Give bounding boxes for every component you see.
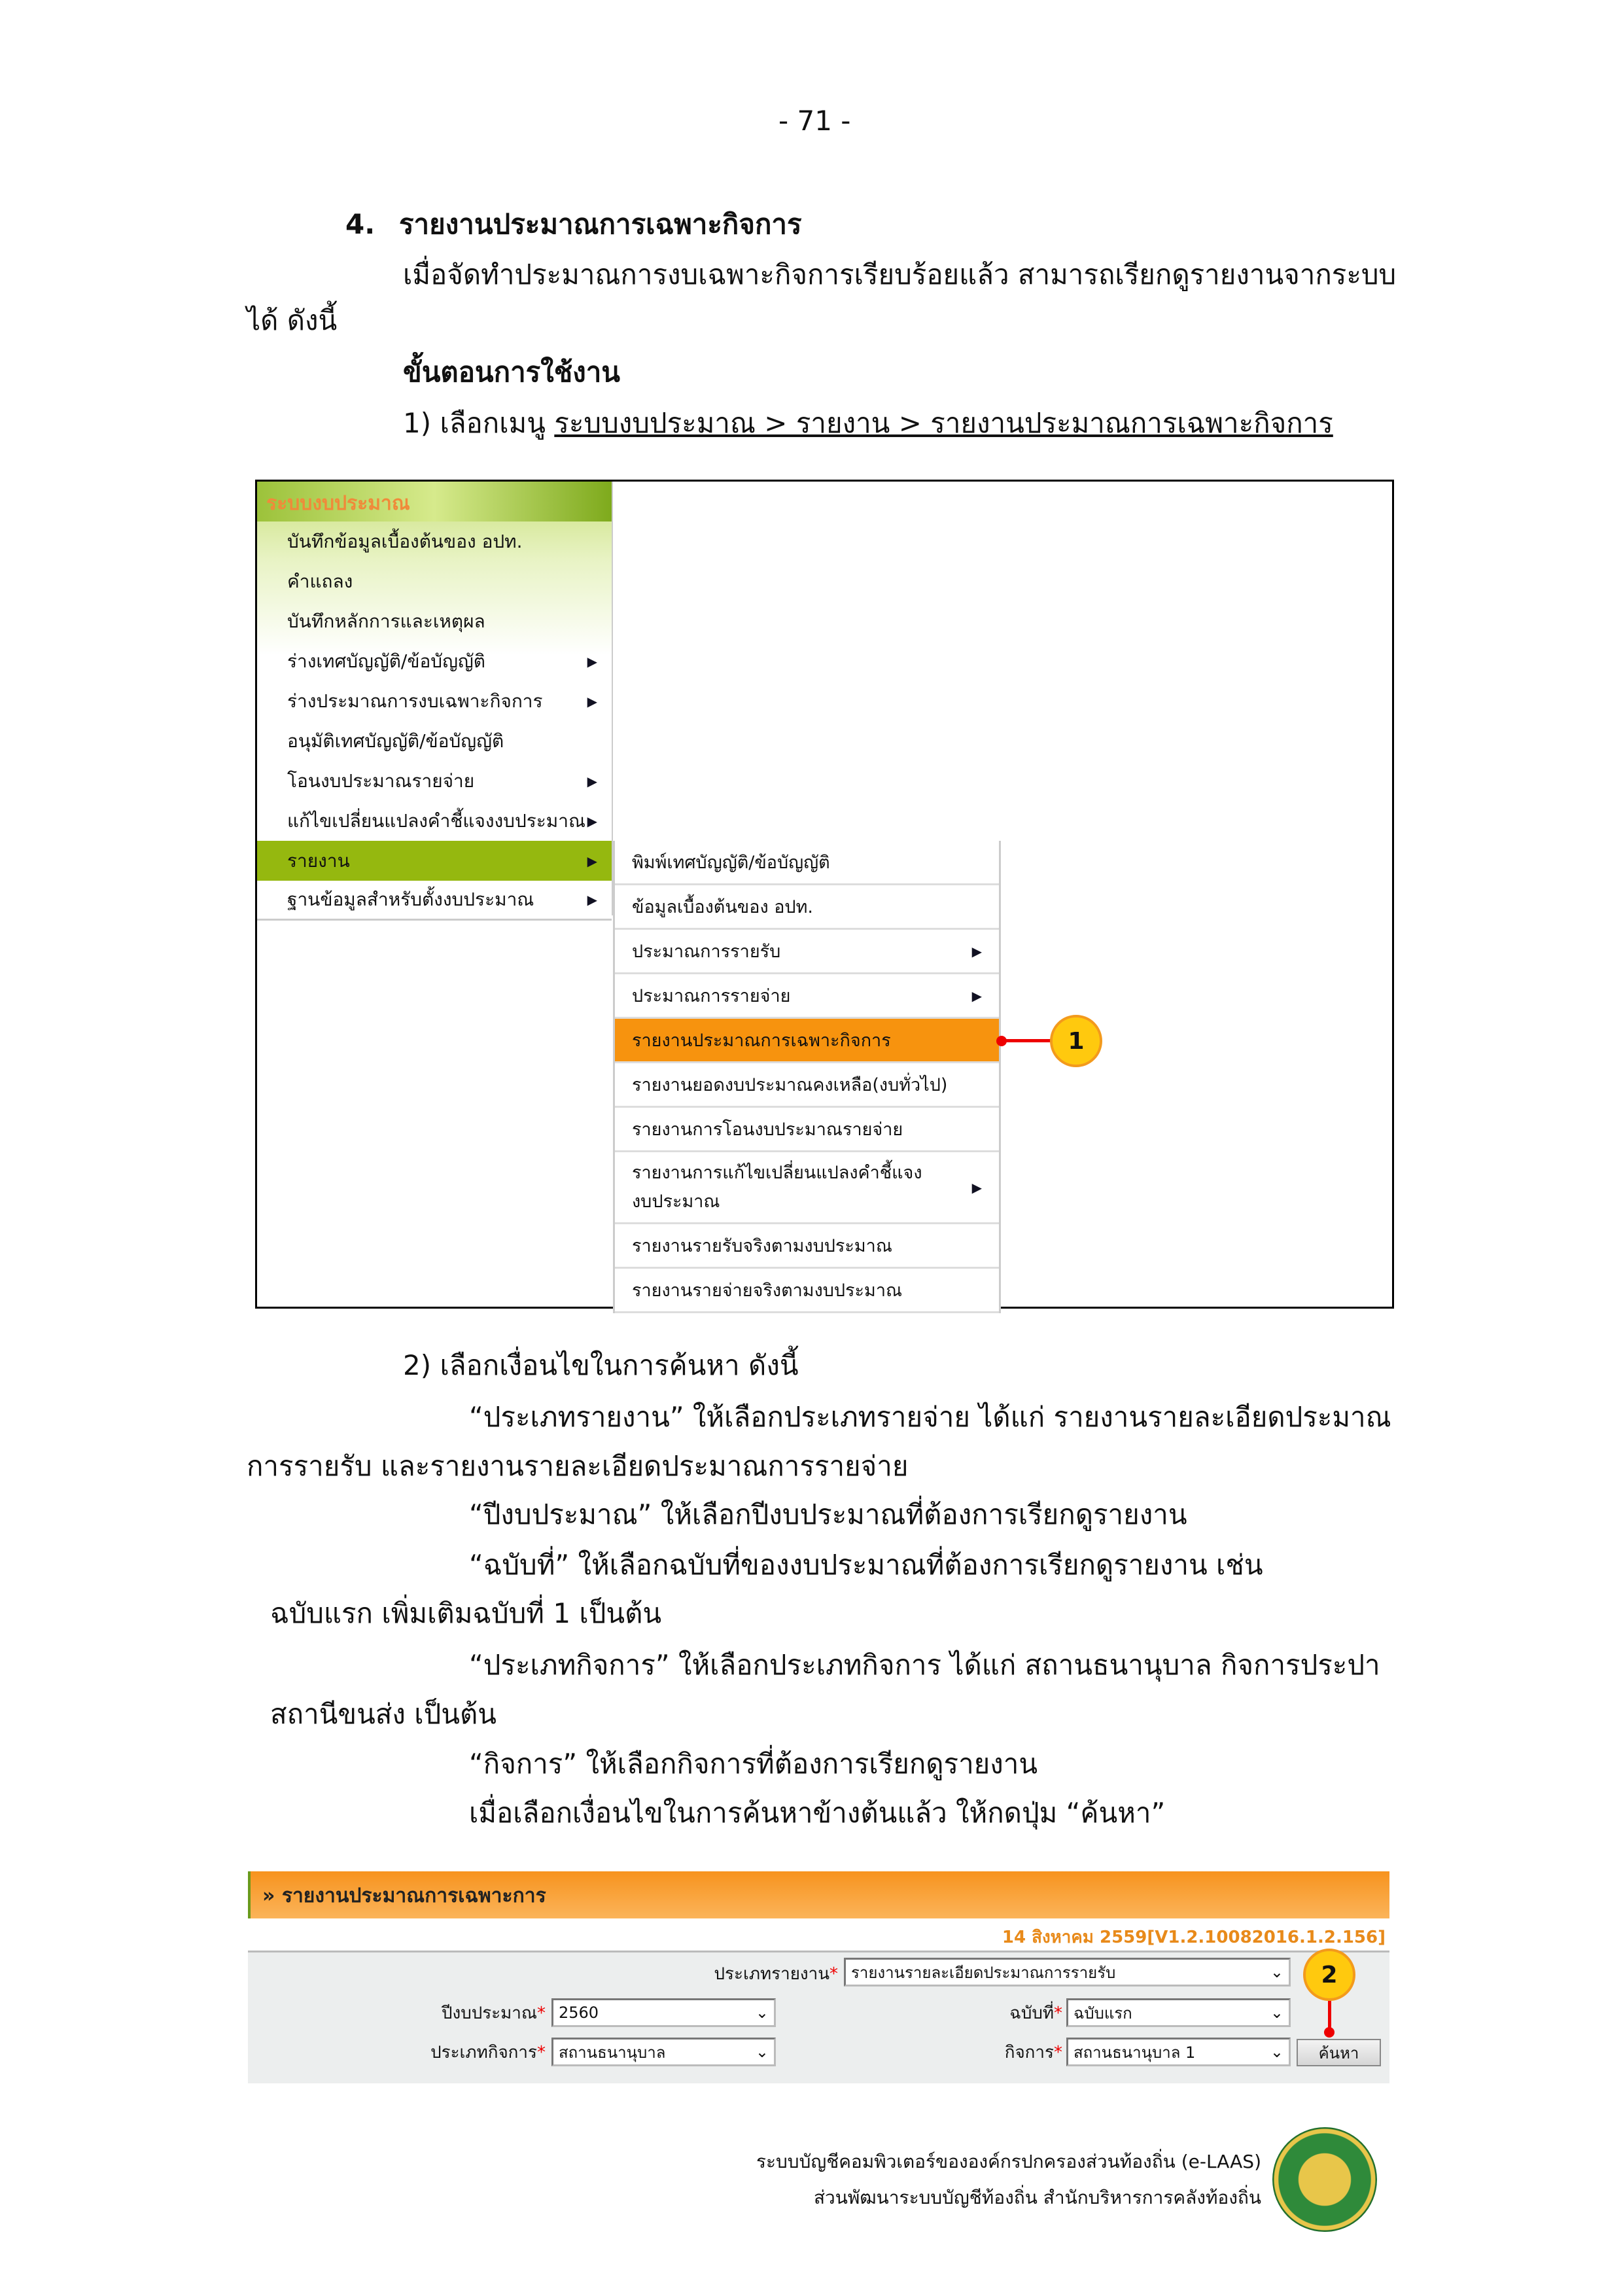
submenu-item-label: รายงานประมาณการเฉพาะกิจการ: [632, 1031, 891, 1051]
form-title: รายงานประมาณการเฉพาะการ: [281, 1884, 546, 1907]
callout-2-dot: [1324, 2027, 1335, 2038]
step-1: [403, 407, 1333, 440]
menu-item-label: คำแถลง: [287, 570, 353, 592]
menu-item-label: โอนงบประมาณรายจ่าย: [287, 769, 475, 792]
submenu-arrow-icon: ▶: [587, 853, 597, 869]
menu-item[interactable]: [257, 641, 612, 681]
budget-menu: [257, 482, 613, 915]
report-type-label-wrap: [714, 1960, 838, 1987]
report-type-value: รายงานรายละเอียดประมาณการรายรับ: [851, 1963, 1116, 1982]
biz-label: กิจการ: [1004, 2043, 1054, 2062]
page-number: - 71 -: [778, 105, 851, 137]
biz-select[interactable]: [1066, 2038, 1291, 2066]
menu-path: ระบบงบประมาณ > รายงาน > รายงานประมาณการเฉพาะกิจการ: [554, 407, 1333, 439]
year-desc: “ปีงบประมาณ” ให้เลือกปีงบประมาณที่ต้องการเรียกดูรายงาน: [469, 1498, 1187, 1530]
chevron-down-icon: ⌄: [755, 2043, 769, 2061]
menu-item[interactable]: [257, 521, 612, 561]
biz-label-wrap: [1005, 2039, 1062, 2066]
biz-value: สถานธนานุบาล 1: [1073, 2043, 1196, 2062]
biz-desc: “กิจการ” ให้เลือกกิจการที่ต้องการเรียกดูรายงาน: [469, 1748, 1038, 1780]
submenu-item-label: รายงานการแก้ไขเปลี่ยนแปลงคำชี้แจงงบประมาณ: [632, 1163, 922, 1212]
edition-value: ฉบับแรก: [1073, 2004, 1132, 2022]
report-type-select[interactable]: [844, 1958, 1291, 1987]
year-value: 2560: [559, 2004, 599, 2022]
chevron-down-icon: ⌄: [1270, 2004, 1283, 2022]
edition-label: ฉบับที่: [1009, 2004, 1054, 2023]
biz-type-select[interactable]: [551, 2038, 776, 2066]
menu-item-label: ฐานข้อมูลสำหรับตั้งงบประมาณ: [287, 889, 534, 910]
submenu-arrow-icon: ▶: [971, 1179, 982, 1195]
menu-item-label: ร่างประมาณการงบเฉพาะกิจการ: [287, 690, 543, 712]
biz-type-desc: “ประเภทกิจการ” ให้เลือกประเภทกิจการ ได้แก่ สถานธนานุบาล กิจการประปา: [469, 1649, 1380, 1681]
menu-item[interactable]: [257, 681, 612, 721]
year-label-wrap: [442, 2000, 546, 2026]
step-1-prefix: 1) เลือกเมนู: [403, 407, 555, 439]
required-mark: *: [1054, 2043, 1062, 2062]
version-date: 14 สิงหาคม 2559[V1.2.10082016.1.2.156]: [1002, 1928, 1386, 1947]
menu-item-label: แก้ไขเปลี่ยนแปลงคำชี้แจงงบประมาณ: [287, 809, 585, 832]
section-number: 4.: [345, 208, 375, 240]
menu-item[interactable]: [257, 721, 612, 761]
submenu-item-label: รายงานยอดงบประมาณคงเหลือ(งบทั่วไป): [632, 1075, 948, 1095]
callout-2: 2: [1303, 1949, 1355, 2001]
edition-label-wrap: [1009, 2000, 1062, 2026]
submenu-item[interactable]: [615, 1108, 999, 1152]
menu-item-label: บันทึกหลักการและเหตุผล: [287, 610, 485, 632]
biz-type-label: ประเภทกิจการ: [430, 2043, 537, 2062]
submenu-arrow-icon: ▶: [971, 987, 982, 1004]
menu-items: [257, 521, 612, 921]
year-label: ปีงบประมาณ: [442, 2004, 537, 2023]
menu-header: ระบบงบประมาณ: [257, 482, 612, 521]
required-mark: *: [1054, 2004, 1062, 2023]
dla-logo: [1272, 2127, 1377, 2232]
report-search-form: [248, 1871, 1389, 2083]
section-title: รายงานประมาณการเฉพาะกิจการ: [399, 208, 802, 240]
report-submenu: [613, 841, 1001, 1313]
menu-item[interactable]: [257, 601, 612, 641]
submenu-item-label: รายงานการโอนงบประมาณรายจ่าย: [632, 1120, 903, 1140]
chevron-down-icon: ⌄: [755, 2004, 769, 2022]
biz-type-desc-cont: สถานีขนส่ง เป็นต้น: [270, 1698, 497, 1730]
report-type-desc-cont: การรายรับ และรายงานรายละเอียดประมาณการรายจ่าย: [247, 1450, 909, 1482]
submenu-item-label: รายงานรายจ่ายจริงตามงบประมาณ: [632, 1280, 903, 1301]
menu-item-label: รายงาน: [287, 849, 350, 872]
biz-type-label-wrap: [430, 2039, 546, 2066]
menu-item[interactable]: [257, 561, 612, 601]
submenu-item-label: พิมพ์เทศบัญญัติ/ข้อบัญญัติ: [632, 853, 830, 873]
edition-desc: “ฉบับที่” ให้เลือกฉบับที่ของงบประมาณที่ต้องการเรียกดูรายงาน เช่น: [469, 1549, 1263, 1581]
submenu-item-label: ข้อมูลเบื้องต้นของ อปท.: [632, 897, 813, 917]
report-type-label: ประเภทรายงาน: [714, 1964, 829, 1984]
required-mark: *: [829, 1964, 838, 1984]
search-button[interactable]: ค้นหา: [1297, 2039, 1381, 2066]
chevron-down-icon: ⌄: [1270, 1963, 1283, 1981]
callout-1-dot: [996, 1036, 1007, 1046]
submenu-item[interactable]: [615, 885, 999, 930]
report-type-desc: “ประเภทรายงาน” ให้เลือกประเภทรายจ่าย ได้แก่ รายงานรายละเอียดประมาณ: [469, 1401, 1391, 1433]
step-2-title: 2) เลือกเงื่อนไขในการค้นหา ดังนี้: [403, 1349, 799, 1381]
submenu-arrow-icon: ▶: [587, 653, 597, 669]
menu-screenshot: [255, 480, 1394, 1309]
submenu-item[interactable]: [615, 1019, 999, 1063]
search-instruction: เมื่อเลือกเงื่อนไขในการค้นหาข้างต้นแล้ว ให้กดปุ่ม “ค้นหา”: [469, 1797, 1166, 1829]
year-select[interactable]: [551, 1998, 776, 2027]
submenu-arrow-icon: ▶: [971, 943, 982, 959]
submenu-item[interactable]: [615, 841, 999, 885]
submenu-item-label: ประมาณการรายจ่าย: [632, 986, 791, 1006]
edition-select[interactable]: [1066, 1998, 1291, 2027]
intro-text-cont: ได้ ดังนี้: [247, 304, 338, 336]
menu-item[interactable]: [257, 841, 612, 881]
menu-item[interactable]: [257, 881, 612, 921]
biz-type-value: สถานธนานุบาล: [559, 2043, 666, 2062]
submenu-arrow-icon: ▶: [587, 892, 597, 908]
submenu-item[interactable]: [615, 1152, 999, 1224]
menu-item-label: ร่างเทศบัญญัติ/ข้อบัญญัติ: [287, 650, 485, 672]
callout-1: 1: [1050, 1015, 1102, 1067]
submenu-item[interactable]: [615, 1224, 999, 1269]
submenu-item[interactable]: [615, 974, 999, 1019]
footer-line-2: ส่วนพัฒนาระบบบัญชีท้องถิ่น สำนักบริหารการคลังท้องถิ่น: [813, 2187, 1261, 2208]
submenu-item-label: ประมาณการรายรับ: [632, 942, 781, 962]
footer-line-1: ระบบบัญชีคอมพิวเตอร์ขององค์กรปกครองส่วนท้องถิ่น (e-LAAS): [756, 2151, 1261, 2172]
steps-heading: ขั้นตอนการใช้งาน: [403, 356, 621, 388]
submenu-arrow-icon: ▶: [587, 693, 597, 709]
edition-desc-cont: ฉบับแรก เพิ่มเติมฉบับที่ 1 เป็นต้น: [270, 1597, 662, 1629]
submenu-item[interactable]: [615, 1269, 999, 1313]
form-header: [248, 1871, 1389, 1918]
submenu-arrow-icon: ▶: [587, 773, 597, 789]
intro-text: เมื่อจัดทำประมาณการงบเฉพาะกิจการเรียบร้อยแล้ว สามารถเรียกดูรายงานจากระบบ: [403, 258, 1397, 291]
required-mark: *: [537, 2043, 546, 2062]
menu-item-label: อนุมัติเทศบัญญัติ/ข้อบัญญัติ: [287, 730, 504, 752]
submenu-arrow-icon: ▶: [587, 813, 597, 829]
chevron-down-icon: ⌄: [1270, 2043, 1283, 2061]
submenu-item[interactable]: [615, 1063, 999, 1108]
menu-item-label: บันทึกข้อมูลเบื้องต้นของ อปท.: [287, 530, 523, 552]
bullet-icon: »: [262, 1884, 282, 1907]
menu-item[interactable]: [257, 801, 612, 841]
required-mark: *: [537, 2004, 546, 2023]
submenu-item-label: รายงานรายรับจริงตามงบประมาณ: [632, 1236, 892, 1256]
submenu-item[interactable]: [615, 930, 999, 974]
menu-item[interactable]: [257, 761, 612, 801]
